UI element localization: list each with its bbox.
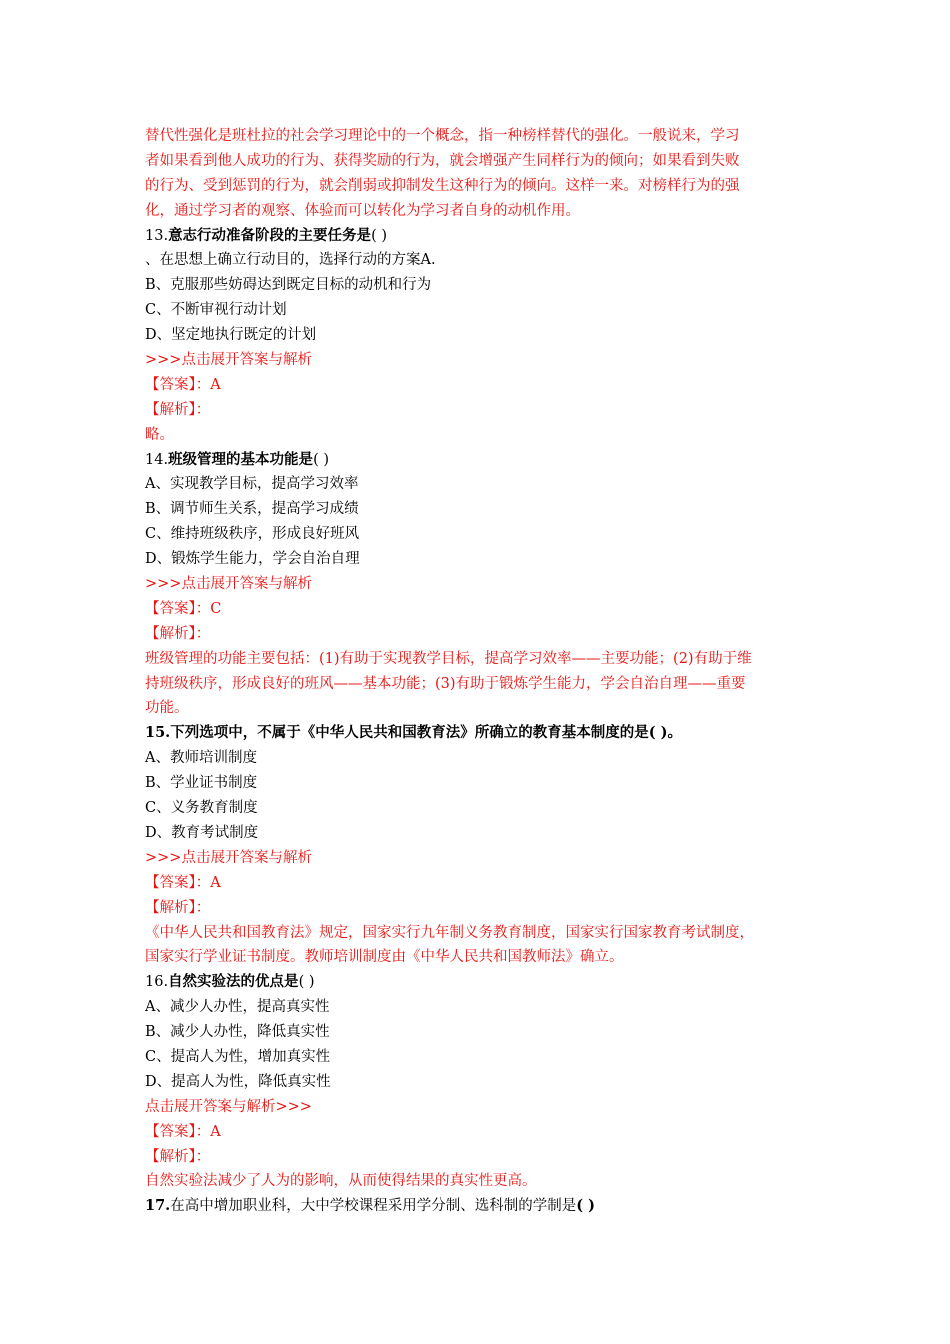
option: D、教育考试制度 (145, 824, 259, 841)
question-text: 班级管理的基本功能是 (168, 450, 314, 468)
analysis-text: 《中华人民共和国教育法》规定，国家实行九年制义务教育制度，国家实行国家教育考试制度， (145, 924, 754, 941)
question-13-stem (145, 224, 815, 249)
analysis-label: 【解析】： (145, 625, 211, 642)
question-text: 自然实验法的优点是 (168, 973, 299, 991)
option: B、调节师生关系，提高学习成绩 (145, 501, 359, 518)
answer-value: A (210, 1123, 221, 1140)
option: C、不断审视行动计划 (145, 302, 287, 319)
answer-paren: ( ) (313, 451, 329, 468)
analysis-label: 【解析】： (145, 899, 211, 916)
option: B、学业证书制度 (145, 775, 258, 792)
answer-value: A (210, 376, 221, 393)
analysis-text: 的行为、受到惩罚的行为，就会削弱或抑制发生这种行为的倾向。这样一来。对榜样行为的强 (145, 177, 740, 194)
answer-value: C (210, 600, 222, 617)
answer-paren: ( ) (371, 227, 387, 244)
analysis-text: 自然实验法减少了人为的影响，从而使得结果的真实性更高。 (145, 1173, 537, 1190)
answer-paren: ( ) (576, 1197, 596, 1215)
question-17-stem (145, 1194, 815, 1219)
answer-label: 【答案】： (145, 600, 211, 617)
question-text: 意志行动准备阶段的主要任务是 (168, 226, 372, 244)
analysis-label: 【解析】： (145, 401, 211, 418)
analysis-text: 化，通过学习者的观察、体验而可以转化为学习者自身的动机作用。 (145, 202, 580, 219)
answer-line (145, 871, 815, 896)
expand-answer-link[interactable]: 点击展开答案与解析>>> (145, 1098, 312, 1115)
answer-label: 【答案】： (145, 376, 211, 393)
option: B、减少人办性，降低真实性 (145, 1024, 330, 1041)
answer-value: A (210, 874, 221, 891)
question-number: 16. (145, 974, 169, 991)
expand-answer-link[interactable]: >>>点击展开答案与解析 (145, 576, 312, 593)
question-15-stem (145, 721, 815, 746)
answer-line (145, 597, 815, 622)
question-number: 15. (145, 724, 171, 742)
question-number: 13. (145, 227, 169, 244)
answer-label: 【答案】： (145, 1123, 211, 1140)
option: A、教师培训制度 (145, 750, 257, 767)
option: B、克服那些妨碍达到既定目标的动机和行为 (145, 277, 432, 294)
analysis-text: 班级管理的功能主要包括：(1)有助于实现教学目标，提高学习效率——主要功能；(2)有助于维 (145, 650, 752, 667)
analysis-text: 功能。 (145, 700, 189, 717)
option: D、锻炼学生能力，学会自治自理 (145, 551, 360, 568)
option: C、提高人为性，增加真实性 (145, 1048, 331, 1065)
analysis-text: 国家实行学业证书制度。教师培训制度由《中华人民共和国教师法》确立。 (145, 949, 624, 966)
answer-line (145, 373, 815, 398)
analysis-text: 略。 (145, 426, 174, 443)
analysis-text: 持班级秩序，形成良好的班风——基本功能；(3)有助于锻炼学生能力，学会自治自理——重要 (145, 675, 746, 692)
document-page (145, 124, 815, 1219)
analysis-text: 者如果看到他人成功的行为、获得奖励的行为，就会增强产生同样行为的倾向；如果看到失败 (145, 152, 740, 169)
answer-paren: ( )。 (648, 724, 683, 742)
question-number: 17. (145, 1197, 171, 1215)
expand-answer-link[interactable]: >>>点击展开答案与解析 (145, 849, 312, 866)
question-text: 下列选项中，不属于《中华人民共和国教育法》所确立的教育基本制度的是 (170, 724, 649, 742)
answer-line (145, 1120, 815, 1145)
question-text: 在高中增加职业科，大中学校课程采用学分制、选科制的学制是 (170, 1198, 577, 1215)
answer-label: 【答案】： (145, 874, 211, 891)
option: A、减少人办性，提高真实性 (145, 999, 330, 1016)
question-number: 14. (145, 451, 169, 468)
answer-paren: ( ) (298, 974, 315, 991)
option: 、在思想上确立行动目的，选择行动的方案A. (145, 252, 436, 269)
option: C、义务教育制度 (145, 800, 258, 817)
expand-answer-link[interactable]: >>>点击展开答案与解析 (145, 352, 312, 369)
question-16-stem (145, 970, 815, 995)
option: C、维持班级秩序，形成良好班风 (145, 526, 360, 543)
question-14-stem (145, 448, 815, 473)
option: D、坚定地执行既定的计划 (145, 327, 317, 344)
option: D、提高人为性，降低真实性 (145, 1073, 331, 1090)
analysis-label: 【解析】： (145, 1148, 211, 1165)
option: A、实现教学目标，提高学习效率 (145, 476, 359, 493)
analysis-text: 替代性强化是班杜拉的社会学习理论中的一个概念，指一种榜样替代的强化。一般说来，学习 (145, 128, 740, 144)
